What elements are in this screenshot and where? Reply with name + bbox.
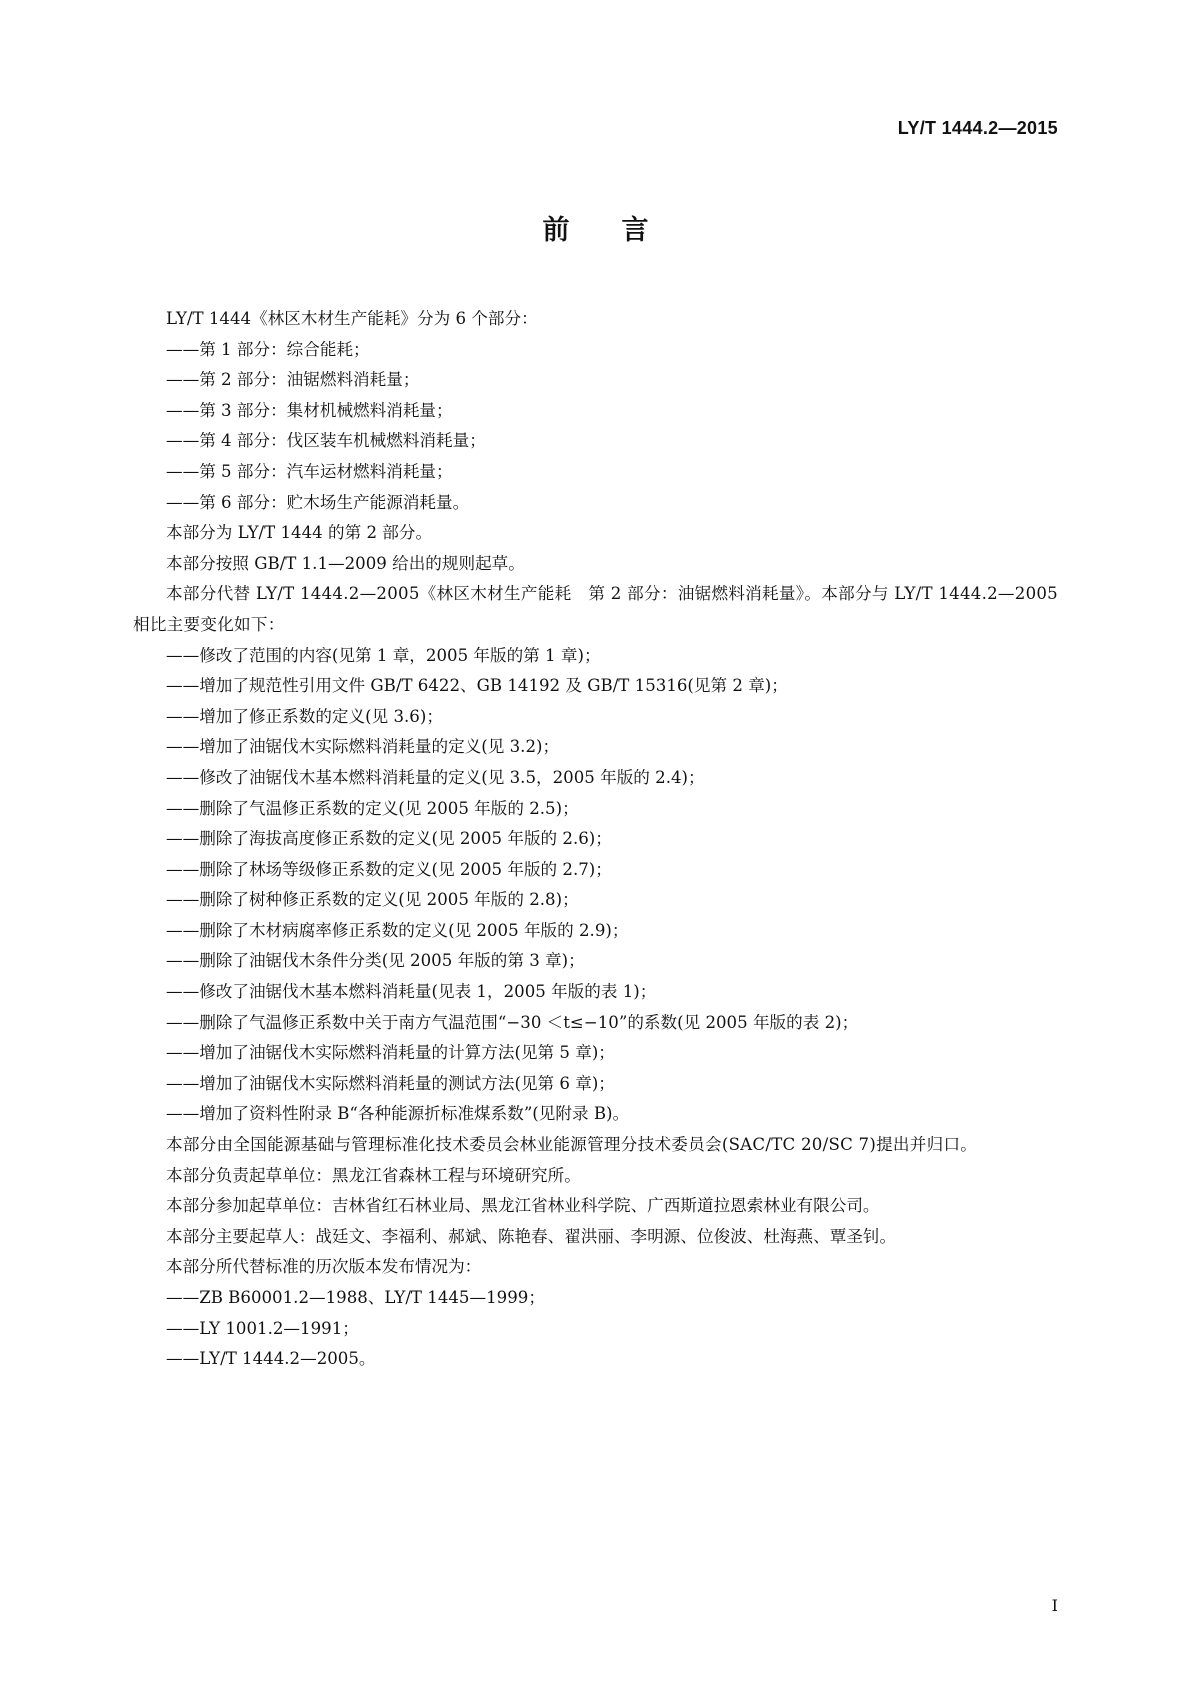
paragraph: 本部分由全国能源基础与管理标准化技术委员会林业能源管理分技术委员会(SAC/TC 20/SC 7)提出并归口。 [166, 1135, 978, 1155]
paragraph: 本部分为 LY/T 1444 的第 2 部分。 [166, 523, 433, 543]
paragraph: 本部分所代替标准的历次版本发布情况为： [166, 1257, 482, 1277]
list-item: ——删除了油锯伐木条件分类(见 2005 年版的第 3 章)； [166, 951, 585, 971]
list-item: ——第 4 部分：伐区装车机械燃料消耗量； [166, 431, 486, 451]
paragraph: 本部分代替 LY/T 1444.2—2005《林区木材生产能耗 第 2 部分：油锯燃料消耗量》。本部分与 LY/T 1444.2—2005 相比主要变化如下： [133, 584, 1058, 634]
list-item: ——修改了油锯伐木基本燃料消耗量(见表 1，2005 年版的表 1)； [166, 982, 657, 1002]
paragraph: 本部分负责起草单位：黑龙江省森林工程与环境研究所。 [166, 1165, 581, 1185]
list-item: ——增加了油锯伐木实际燃料消耗量的定义(见 3.2)； [166, 737, 560, 757]
list-item: ——删除了林场等级修正系数的定义(见 2005 年版的 2.7)； [166, 859, 612, 879]
list-item: ——增加了资料性附录 B“各种能源折标准煤系数”(见附录 B)。 [166, 1104, 630, 1124]
list-item: ——修改了范围的内容(见第 1 章，2005 年版的第 1 章)； [166, 645, 601, 665]
paragraph: 本部分按照 GB/T 1.1—2009 给出的规则起草。 [166, 553, 525, 573]
list-item: ——ZB B60001.2—1988、LY/T 1445—1999； [166, 1288, 545, 1307]
list-item: ——第 2 部分：油锯燃料消耗量； [166, 370, 420, 390]
standard-code: LY/T 1444.2—2015 [897, 118, 1058, 138]
paragraph: LY/T 1444《林区木材生产能耗》分为 6 个部分： [166, 309, 538, 328]
list-item: ——第 5 部分：汽车运材燃料消耗量； [166, 461, 453, 481]
paragraph: 本部分参加起草单位：吉林省红石林业局、黑龙江省林业科学院、广西斯道拉恩索林业有限公司。 [166, 1196, 880, 1216]
page-number: I [1051, 1596, 1058, 1615]
list-item: ——删除了木材病腐率修正系数的定义(见 2005 年版的 2.9)； [166, 920, 629, 940]
list-item: ——删除了气温修正系数中关于南方气温范围“−30 ＜t≤−10”的系数(见 2005 年版的表 2)； [166, 1012, 859, 1032]
list-item: ——删除了海拔高度修正系数的定义(见 2005 年版的 2.6)； [166, 829, 612, 849]
list-item: ——删除了气温修正系数的定义(见 2005 年版的 2.5)； [166, 798, 579, 818]
list-item: ——第 6 部分：贮木场生产能源消耗量。 [166, 492, 470, 512]
list-item: ——增加了规范性引用文件 GB/T 6422、GB 14192 及 GB/T 15316(见第 2 章)； [166, 676, 788, 696]
list-item: ——第 1 部分：综合能耗； [166, 339, 370, 359]
page-title: 前言 [542, 215, 701, 246]
list-item: ——删除了树种修正系数的定义(见 2005 年版的 2.8)； [166, 890, 579, 910]
list-item: ——增加了修正系数的定义(见 3.6)； [166, 706, 443, 726]
list-item: ——第 3 部分：集材机械燃料消耗量； [166, 400, 453, 420]
foreword-body [133, 304, 1058, 1375]
list-item: ——LY 1001.2—1991； [166, 1318, 359, 1338]
list-item: ——LY/T 1444.2—2005。 [166, 1349, 376, 1369]
list-item: ——增加了油锯伐木实际燃料消耗量的计算方法(见第 5 章)； [166, 1043, 615, 1063]
list-item: ——修改了油锯伐木基本燃料消耗量的定义(见 3.5，2005 年版的 2.4)； [166, 767, 705, 787]
list-item: ——增加了油锯伐木实际燃料消耗量的测试方法(见第 6 章)； [166, 1073, 615, 1093]
paragraph: 本部分主要起草人：战廷文、李福利、郝斌、陈艳春、翟洪丽、李明源、位俊波、杜海燕、覃圣钊。 [166, 1226, 897, 1246]
